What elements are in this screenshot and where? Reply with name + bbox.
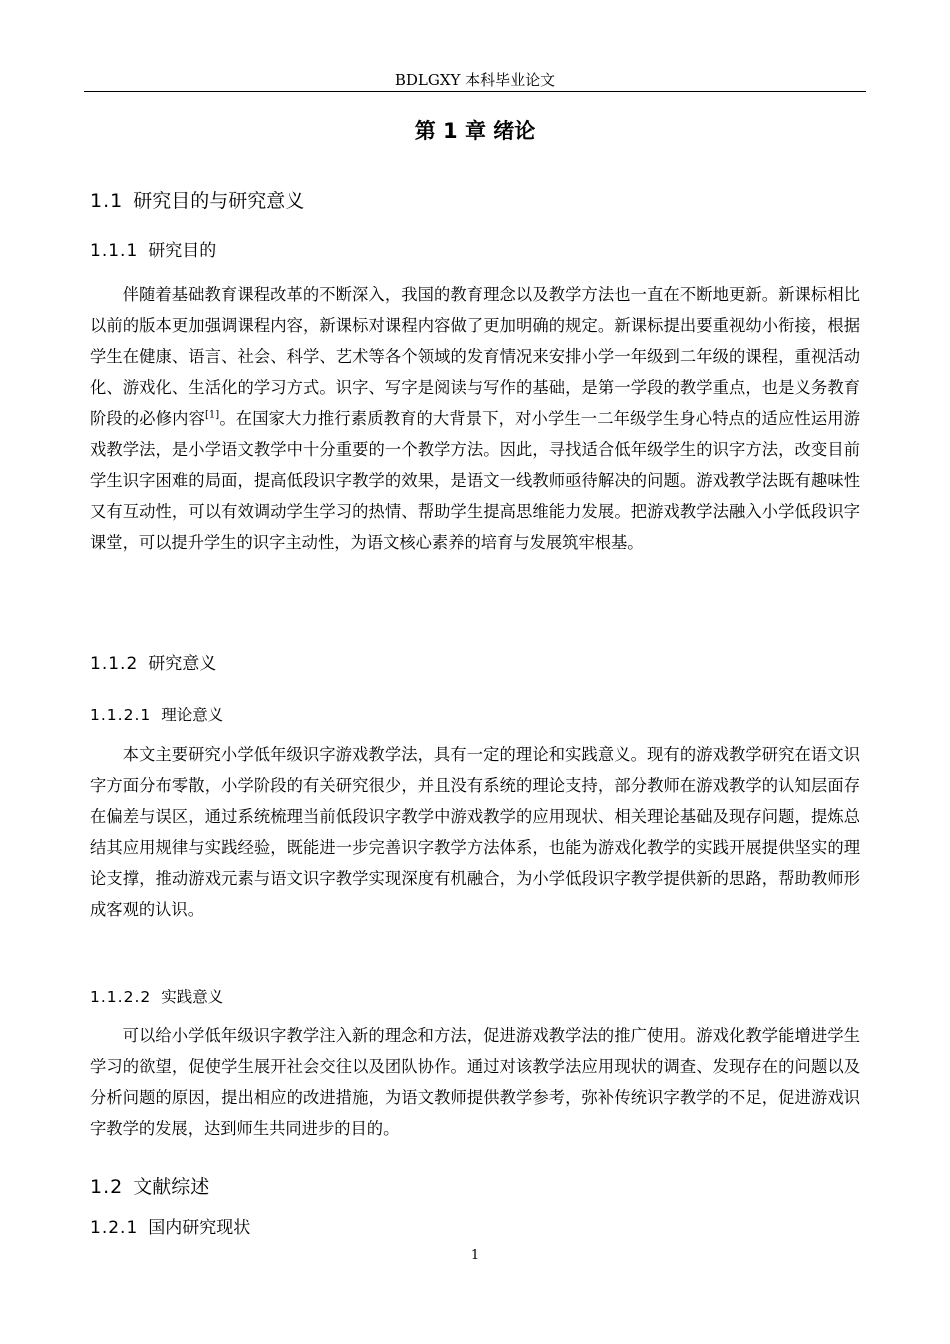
- section-heading-1-1: [90, 187, 304, 215]
- page-number: 1: [470, 1248, 480, 1263]
- section-title: 研究意义: [148, 654, 217, 674]
- section-number: 1.1.2: [90, 654, 139, 674]
- citation-ref: [1]: [205, 409, 220, 421]
- section-title: 理论意义: [161, 706, 224, 724]
- section-number: 1.1.2.1: [90, 706, 152, 724]
- section-number: 1.2: [90, 1176, 124, 1198]
- section-number: 1.2.1: [90, 1218, 139, 1238]
- section-heading-1-1-2-2: [90, 985, 223, 1009]
- section-number: 1.1: [90, 190, 124, 212]
- section-heading-1-2-1: [90, 1215, 250, 1241]
- paragraph-text: 。在国家大力推行素质教育的大背景下，对小学生一二年级学生身心特点的适应性运用游戏教学法，是小学语文教学中十分重要的一个教学方法。因此，寻找适合低年级学生的识字方法，改变目前学生识字困难的局面，提高低段识字教学的效果，是语文一线教师亟待解决的问题。游戏教学法既有趣味性又有互动性，可以有效调动学生学习的热情、帮助学生提高思维能力发展。把游戏教学法融入小学低段识字课堂，可以提升学生的识字主动性，为语文核心素养的培育与发展筑牢根基。: [90, 409, 860, 552]
- section-heading-1-2: [90, 1173, 209, 1201]
- running-header: BDLGXY 本科毕业论文: [394, 71, 556, 89]
- header-divider: [84, 91, 866, 92]
- paragraph-text: 伴随着基础教育课程改革的不断深入，我国的教育理念以及教学方法也一直在不断地更新。新课标相比以前的版本更加强调课程内容，新课标对课程内容做了更加明确的规定。新课标提出要重视幼小衔接，根据学生在健康、语言、社会、科学、艺术等各个领域的发育情况来安排小学一年级到二年级的课程，重视活动化、游戏化、生活化的学习方式。识字、写字是阅读与写作的基础，是第一学段的教学重点，也是义务教育阶段的必修内容: [90, 285, 860, 428]
- section-title: 国内研究现状: [148, 1218, 251, 1238]
- section-title: 文献综述: [133, 1176, 210, 1198]
- section-number: 1.1.2.2: [90, 988, 152, 1006]
- section-heading-1-1-1: [90, 238, 216, 264]
- paragraph-research-purpose: [90, 279, 860, 558]
- section-number: 1.1.1: [90, 241, 139, 261]
- section-heading-1-1-2: [90, 651, 216, 677]
- section-title: 研究目的与研究意义: [133, 190, 305, 212]
- section-heading-1-1-2-1: [90, 703, 223, 727]
- section-title: 实践意义: [161, 988, 224, 1006]
- paragraph-theoretical-significance: 本文主要研究小学低年级识字游戏教学法，具有一定的理论和实践意义。现有的游戏教学研究在语文识字方面分布零散，小学阶段的有关研究很少，并且没有系统的理论支持，部分教师在游戏教学的认知层面存在偏差与误区，通过系统梳理当前低段识字教学中游戏教学的应用现状、相关理论基础及现存问题，提炼总结其应用规律与实践经验，既能进一步完善识字教学方法体系，也能为游戏化教学的实践开展提供坚实的理论支撑，推动游戏元素与语文识字教学实现深度有机融合，为小学低段识字教学提供新的思路，帮助教师形成客观的认识。: [90, 745, 860, 919]
- chapter-title: 第 1 章 绪论: [414, 119, 536, 143]
- section-title: 研究目的: [148, 241, 217, 261]
- paragraph-practical-significance: 可以给小学低年级识字教学注入新的理念和方法，促进游戏教学法的推广使用。游戏化教学能增进学生学习的欲望，促使学生展开社会交往以及团队协作。通过对该教学法应用现状的调查、发现存在的问题以及分析问题的原因，提出相应的改进措施，为语文教师提供教学参考，弥补传统识字教学的不足，促进游戏识字教学的发展，达到师生共同进步的目的。: [90, 1026, 860, 1138]
